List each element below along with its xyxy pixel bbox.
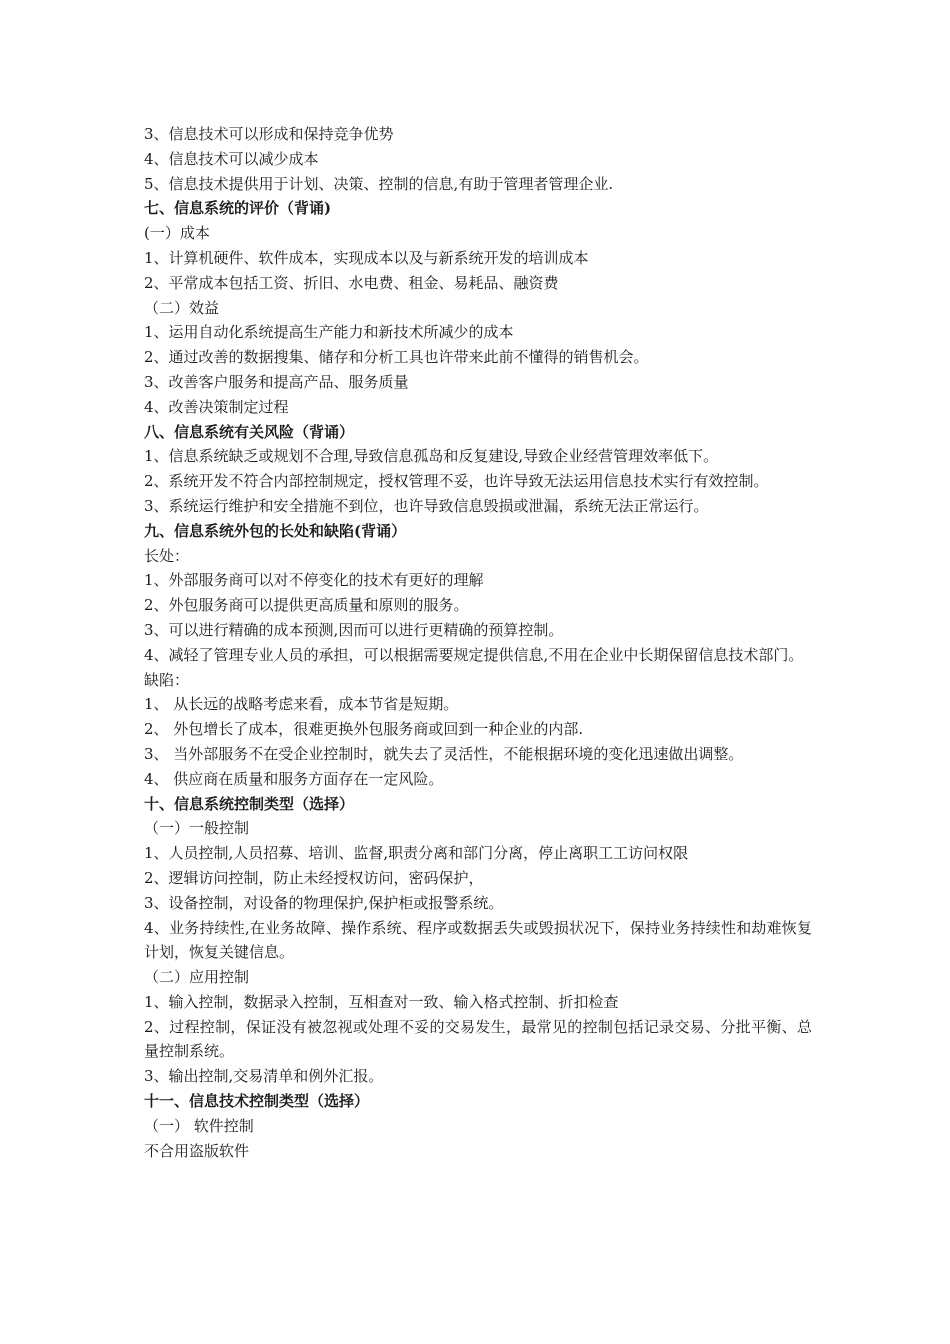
paragraph: 3、信息技术可以形成和保持竞争优势 <box>144 125 394 143</box>
paragraph: （一）一般控制 <box>144 819 250 838</box>
paragraph: 3、设备控制，对设备的物理保护,保护柜或报警系统。 <box>144 893 504 912</box>
paragraph: 1、输入控制，数据录入控制，互相查对一致、输入格式控制、折扣检查 <box>144 992 619 1011</box>
paragraph: 3、 当外部服务不在受企业控制时，就失去了灵活性，不能根据环境的变化迅速做出调整。 <box>144 744 744 763</box>
section-heading: 七、信息系统的评价（背诵) <box>144 199 332 218</box>
paragraph: 2、通过改善的数据搜集、储存和分析工具也许带来此前不懂得的销售机会。 <box>144 348 649 367</box>
paragraph: 3、改善客户服务和提高产品、服务质量 <box>144 372 409 391</box>
paragraph: 5、信息技术提供用于计划、决策、控制的信息,有助于管理者管理企业. <box>144 174 614 193</box>
paragraph: 1、信息系统缺乏或规划不合理,导致信息孤岛和反复建设,导致企业经营管理效率低下。 <box>144 447 719 466</box>
paragraph: 2、系统开发不符合内部控制规定，授权管理不妥，也许导致无法运用信息技术实行有效控制。 <box>144 472 769 491</box>
paragraph: （二）效益 <box>144 298 220 317</box>
section-heading: 十、信息系统控制类型（选择） <box>144 794 355 813</box>
paragraph: 3、可以进行精确的成本预测,因而可以进行更精确的预算控制。 <box>144 620 564 639</box>
paragraph: 3、输出控制,交易清单和例外汇报。 <box>144 1067 384 1086</box>
paragraph: 2、外包服务商可以提供更高质量和原则的服务。 <box>144 596 469 615</box>
paragraph: （一） 软件控制 <box>144 1116 254 1135</box>
paragraph: 1、人员控制,人员招募、培训、监督,职责分离和部门分离，停止离职工工访问权限 <box>144 844 689 863</box>
paragraph: （二）应用控制 <box>144 968 250 987</box>
paragraph: 缺陷： <box>144 670 190 689</box>
paragraph: 3、系统运行维护和安全措施不到位，也许导致信息毁损或泄漏，系统无法正常运行。 <box>144 496 709 515</box>
paragraph: 1、 从长远的战略考虑来看，成本节省是短期。 <box>144 695 459 714</box>
section-heading: 九、信息系统外包的长处和缺陷(背诵） <box>144 521 407 540</box>
document-body <box>144 122 812 1163</box>
paragraph: 4、改善决策制定过程 <box>144 397 289 416</box>
paragraph: 2、 外包增长了成本，很难更换外包服务商或回到一种企业的内部. <box>144 720 584 739</box>
section-heading: 十一、信息技术控制类型（选择） <box>144 1092 370 1111</box>
paragraph: 2、过程控制，保证没有被忽视或处理不妥的交易发生，最常见的控制包括记录交易、分批平衡、总量控制系统。 <box>144 1017 812 1061</box>
paragraph: 不合用盗版软件 <box>144 1141 250 1160</box>
paragraph: 4、减轻了管理专业人员的承担，可以根据需要规定提供信息,不用在企业中长期保留信息技术部门。 <box>144 645 804 664</box>
paragraph: 长处： <box>144 546 190 565</box>
section-heading: 八、信息系统有关风险（背诵） <box>144 422 355 441</box>
paragraph: 2、平常成本包括工资、折旧、水电费、租金、易耗品、融资费 <box>144 273 559 292</box>
paragraph: 2、逻辑访问控制，防止未经授权访问，密码保护， <box>144 868 484 887</box>
document-page <box>144 122 812 1163</box>
paragraph: 1、计算机硬件、软件成本，实现成本以及与新系统开发的培训成本 <box>144 248 589 267</box>
paragraph: 4、 供应商在质量和服务方面存在一定风险。 <box>144 769 444 788</box>
paragraph: 1、外部服务商可以对不停变化的技术有更好的理解 <box>144 571 484 590</box>
paragraph: 1、运用自动化系统提高生产能力和新技术所减少的成本 <box>144 323 514 342</box>
paragraph: 4、业务持续性,在业务故障、操作系统、程序或数据丢失或毁损状况下，保持业务持续性和劫难恢复计划，恢复关键信息。 <box>144 918 812 962</box>
paragraph: (一）成本 <box>144 224 210 243</box>
paragraph: 4、信息技术可以减少成本 <box>144 149 319 168</box>
